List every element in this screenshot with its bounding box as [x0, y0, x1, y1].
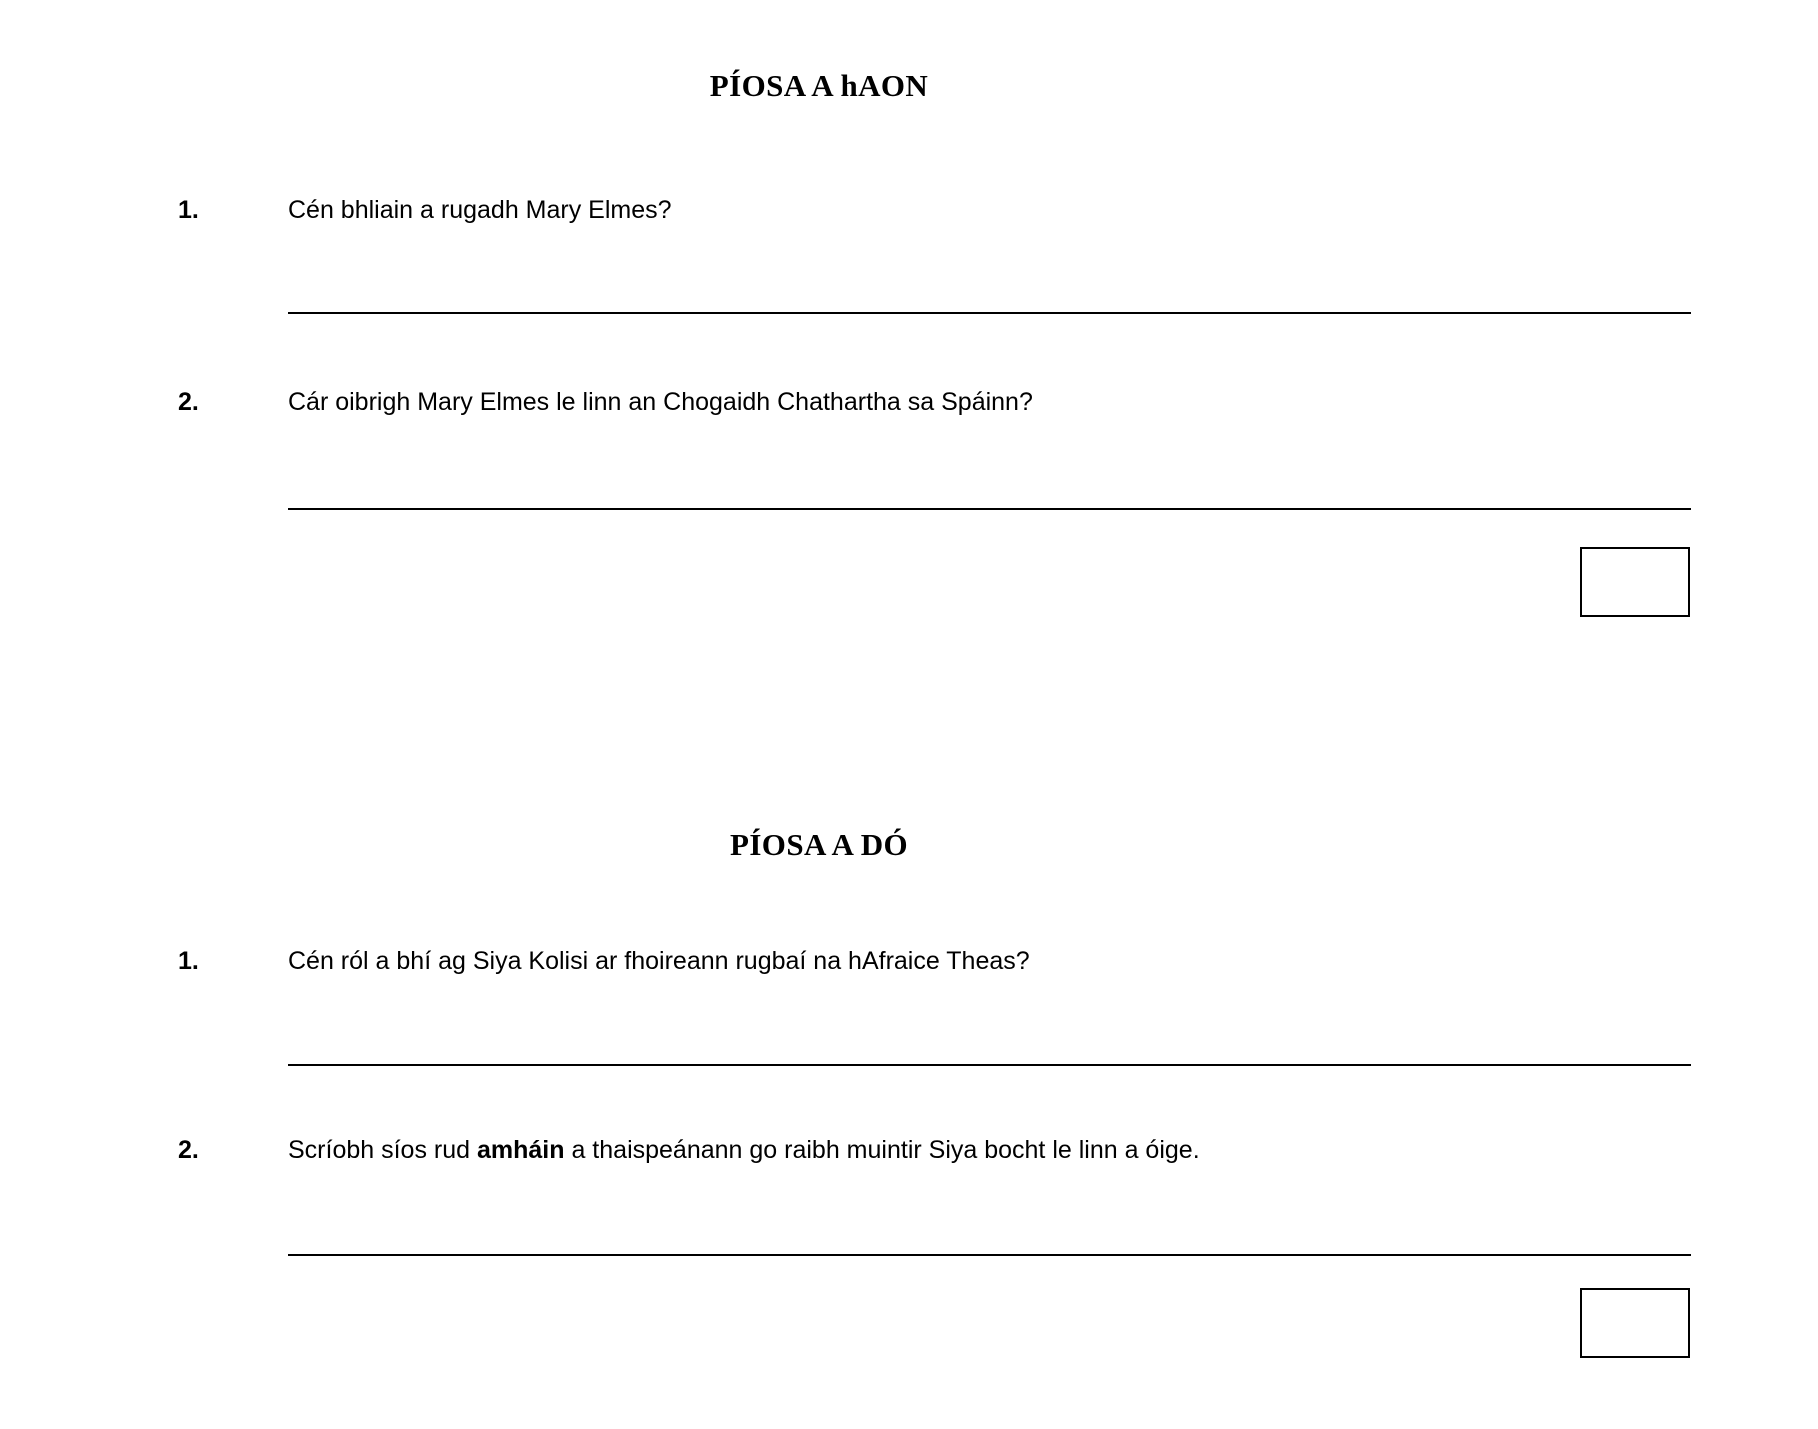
question-number: 1.: [178, 196, 199, 224]
question-text: [288, 1134, 1200, 1167]
question-number: 2.: [178, 387, 199, 416]
question-number: 1.: [178, 947, 199, 975]
answer-line[interactable]: [288, 1064, 1691, 1066]
question-1-1: [0, 194, 1818, 314]
question-2-1: [0, 945, 1818, 1066]
section-piosa-a-do: [0, 769, 1818, 1358]
question-text-before: Scríobh síos rud: [288, 1135, 477, 1164]
section-two-title: PÍOSA A DÓ: [730, 827, 908, 862]
answer-line[interactable]: [288, 1254, 1691, 1256]
marks-box[interactable]: [1580, 547, 1690, 617]
section-one-title: PÍOSA A hAON: [709, 68, 929, 103]
section-piosa-a-haon: [0, 0, 1818, 617]
question-text-emphasis: amháin: [476, 1135, 565, 1164]
question-text: Cár oibrigh Mary Elmes le linn an Chogaidh Chathartha sa Spáinn?: [288, 387, 1033, 416]
question-text-after: a thaispeánann go raibh muintir Siya bocht le linn a óige.: [564, 1135, 1200, 1164]
answer-line[interactable]: [288, 312, 1691, 314]
question-text: Cén ról a bhí ag Siya Kolisi ar fhoireann rugbaí na hAfraice Theas?: [288, 947, 1030, 975]
question-1-2: [0, 386, 1818, 511]
question-number: 2.: [178, 1135, 199, 1164]
question-2-2: [0, 1134, 1818, 1257]
answer-line[interactable]: [288, 508, 1691, 510]
question-text: Cén bhliain a rugadh Mary Elmes?: [288, 196, 672, 224]
marks-box[interactable]: [1580, 1288, 1690, 1358]
